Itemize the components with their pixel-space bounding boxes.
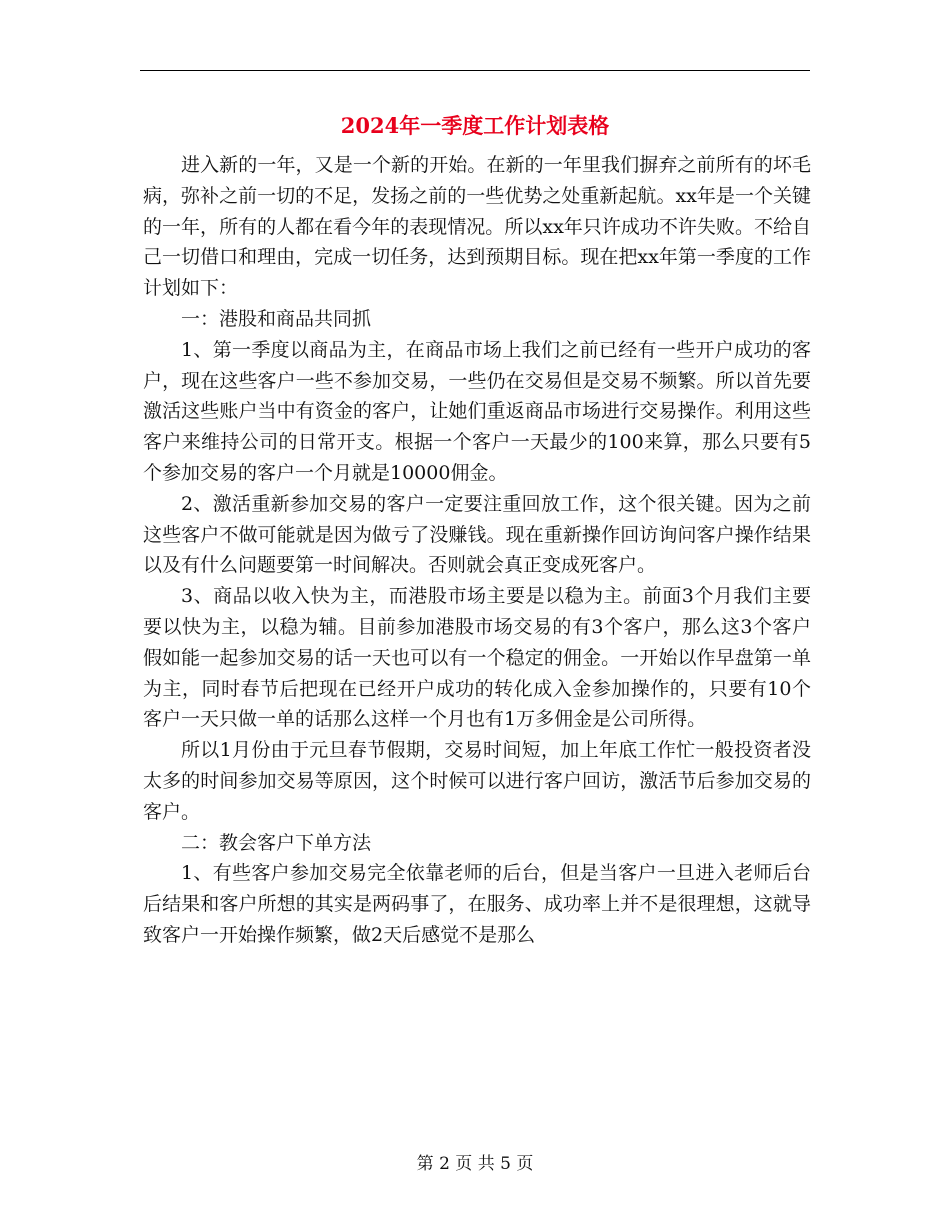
- body-paragraph: 所以1月份由于元旦春节假期，交易时间短，加上年底工作忙一般投资者没太多的时间参加交易等原因，这个时候可以进行客户回访，激活节后参加交易的客户。: [143, 739, 811, 823]
- body-paragraph: 3、商品以收入快为主，而港股市场主要是以稳为主。前面3个月我们主要要以快为主，以稳为辅。目前参加港股市场交易的有3个客户，那么这3个客户假如能一起参加交易的话一天也可以有一个稳定的佣金。一开始以作早盘第一单为主，同时春节后把现在已经开户成功的转化成入金参加操作的，只要有10个客户一天只做一单的话那么这样一个月也有1万多佣金是公司所得。: [143, 585, 811, 731]
- body-paragraph: 2、激活重新参加交易的客户一定要注重回放工作，这个很关键。因为之前这些客户不做可能就是因为做亏了没赚钱。现在重新操作回访询问客户操作结果以及有什么问题要第一时间解决。否则就会真正变成死客户。: [143, 492, 811, 577]
- intro-paragraph: 进入新的一年，又是一个新的开始。在新的一年里我们摒弃之前所有的坏毛病，弥补之前一切的不足，发扬之前的一些优势之处重新起航。xx年是一个关键的一年，所有的人都在看今年的表现情况。所以xx年只许成功不许失败。不给自己一切借口和理由，完成一切任务，达到预期目标。现在把xx年第一季度的工作计划如下：: [143, 154, 811, 300]
- document-body: [143, 150, 811, 951]
- section-heading-2: 二：教会客户下单方法: [181, 831, 372, 854]
- document-title: 2024年一季度工作计划表格: [340, 113, 610, 138]
- section-heading-1: 一：港股和商品共同抓: [181, 307, 372, 330]
- header-rule: [140, 70, 810, 71]
- page-number-footer: 第 2 页 共 5 页: [416, 1154, 534, 1174]
- body-paragraph: 1、第一季度以商品为主，在商品市场上我们之前已经有一些开户成功的客户，现在这些客户一些不参加交易，一些仍在交易但是交易不频繁。所以首先要激活这些账户当中有资金的客户，让她们重返商品市场进行交易操作。利用这些客户来维持公司的日常开支。根据一个客户一天最少的100来算，那么只要有5个参加交易的客户一个月就是10000佣金。: [143, 338, 811, 484]
- body-paragraph: 1、有些客户参加交易完全依靠老师的后台，但是当客户一旦进入老师后台后结果和客户所想的其实是两码事了，在服务、成功率上并不是很理想，这就导致客户一开始操作频繁，做2天后感觉不是那么: [143, 862, 811, 946]
